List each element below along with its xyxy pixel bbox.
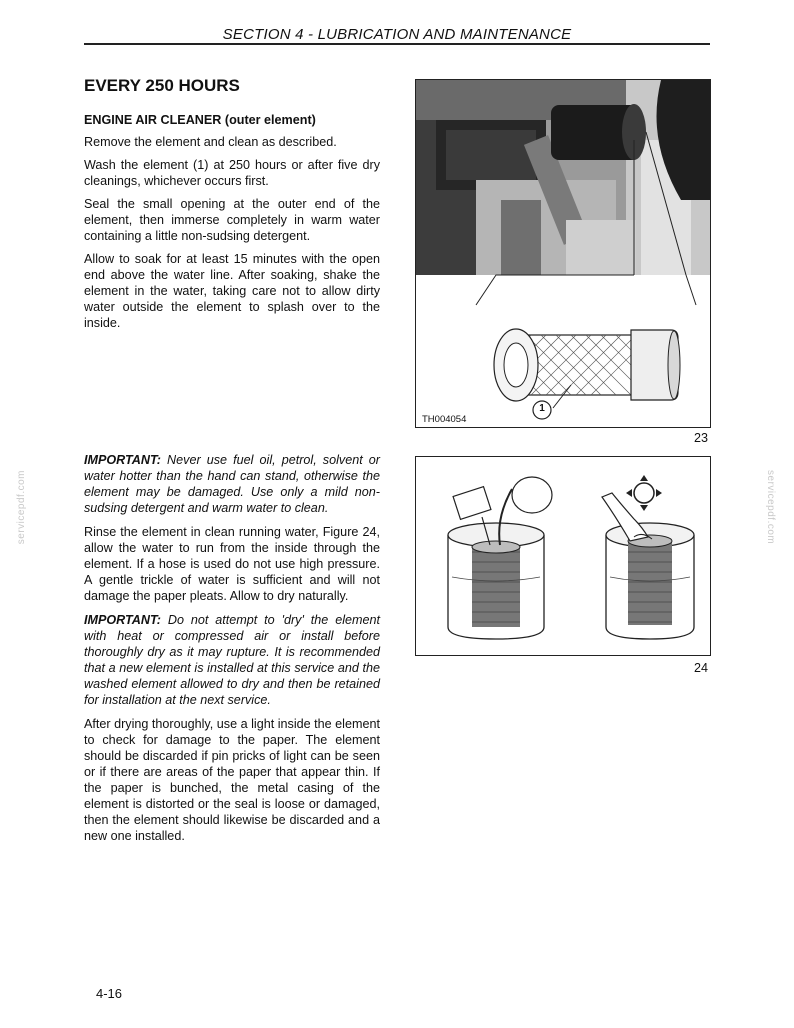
important-note-2 bbox=[84, 612, 380, 708]
cleaning-text bbox=[84, 452, 380, 844]
paragraph-rinse: Rinse the element in clean running water, Figure 24, allow the water to run from the inside through the element. If a hose is used do not use high pressure. A gentle trickle of water is sufficient and will not damage the paper pleats. Allow to dry naturally. bbox=[84, 525, 380, 603]
important-text: Do not attempt to 'dry' the element with heat or compressed air or install before thoroughly dry as it may rupture. It is recommended that a new element is installed at this service and the washed element allowed to dry and then be retained for installation at the next service. bbox=[84, 613, 380, 707]
subsection-heading: ENGINE AIR CLEANER (outer element) bbox=[84, 113, 316, 127]
washing-illustration bbox=[416, 457, 710, 655]
important-text: Never use fuel oil, petrol, solvent or water hotter than the hand can stand, otherwise the element may be damaged. Use only a mild non-sudsing detergent and warm water to clean. bbox=[84, 453, 380, 515]
figure-23 bbox=[415, 79, 711, 428]
watermark-right: servicepdf.com bbox=[765, 470, 776, 545]
watermark-left: servicepdf.com bbox=[16, 470, 27, 545]
important-label: IMPORTANT: bbox=[84, 453, 161, 467]
page-number: 4-16 bbox=[96, 986, 123, 1001]
header-rule bbox=[84, 43, 710, 45]
figure-24-number: 24 bbox=[694, 661, 709, 675]
figure-24 bbox=[415, 456, 711, 656]
page-header-title: SECTION 4 - LUBRICATION AND MAINTENANCE bbox=[222, 26, 572, 43]
intro-text bbox=[84, 134, 380, 331]
callout-1-label: 1 bbox=[539, 403, 545, 414]
figure-code: TH004054 bbox=[422, 414, 467, 425]
air-cleaner-photo-illustration bbox=[416, 80, 710, 427]
section-heading: EVERY 250 HOURS bbox=[84, 76, 240, 95]
important-label: IMPORTANT: bbox=[84, 613, 161, 627]
paragraph-soak: Allow to soak for at least 15 minutes with the open end above the water line. After soaking, shake the element in the water, taking care not to allow dirty water outside the element to splash over to the inside. bbox=[84, 252, 380, 330]
paragraph-wash: Wash the element (1) at 250 hours or after five dry cleanings, whichever occurs first. bbox=[84, 158, 380, 188]
paragraph-seal: Seal the small opening at the outer end of the element, then immerse completely in warm water containing a little non-sudsing detergent. bbox=[84, 197, 380, 243]
figure-23-number: 23 bbox=[694, 431, 709, 445]
paragraph-inspect: After drying thoroughly, use a light inside the element to check for damage to the paper. The element should be discarded if pin pricks of light can be seen or if there are areas of the paper that appear thin. If the paper is bunched, the metal casing of the element is distorted or the seal is loose or damaged, then the element should likewise be discarded and a new one installed. bbox=[84, 717, 380, 843]
important-note-1 bbox=[84, 452, 380, 516]
paragraph-remove: Remove the element and clean as described. bbox=[84, 135, 337, 149]
